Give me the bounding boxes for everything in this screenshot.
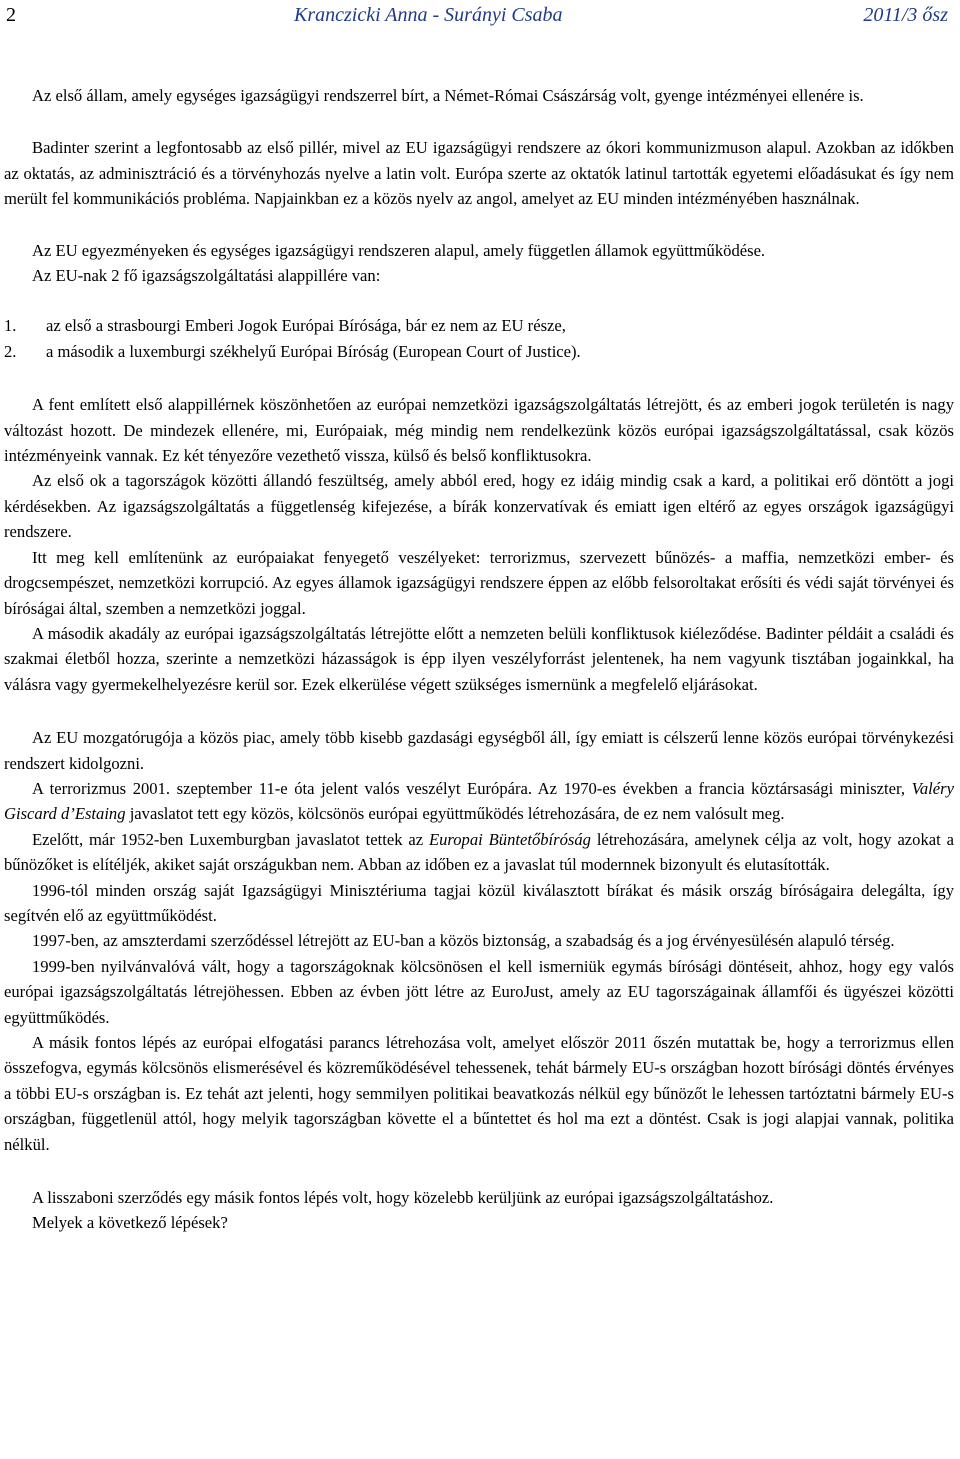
giscard-name: Valéry Giscard d’Estaing: [4, 778, 954, 824]
page-number: 2: [6, 4, 16, 26]
paragraph-10-text: A terrorizmus 2001. szeptember 11-e óta jelent valós veszélyt Európára. Az 1970-es években a francia köztársasági miniszter,: [32, 778, 905, 798]
list-item-text: az első a strasbourgi Emberi Jogok Európai Bírósága, bár ez nem az EU része,: [46, 316, 566, 336]
paragraph-12: 1996-tól minden ország saját Igazságügyi Minisztériuma tagjai közül kiválasztott bírákat és másik ország bíróságaira delegálta, így segítvén elő az együttműködést.: [4, 880, 954, 925]
header-issue: 2011/3 ősz: [863, 4, 948, 26]
paragraph-8: A második akadály az európai igazságszolgáltatás létrejötte előtt a nemzeten belüli konfliktusok kiéleződése. Badinter példáit a családi és szakmai életből hozza, szerinte a nemzetközi házasságok is épp ilyen veszélyforrást jelentenek, ha nem vagyunk tisztában jogainkkal, ha válásra vagy gyermekelhelyezésre kerül sor. Ezek elkerülése végett szükséges ismernünk a megfelelő eljárásokat.: [4, 623, 954, 694]
list-item: [4, 339, 954, 364]
court-name: Europai Büntetőbíróság: [428, 829, 591, 849]
pillar-list: [4, 313, 954, 364]
paragraph-10-rest: javaslatot tett egy közös, kölcsönös európai együttműködés létrehozására, de ez nem valósult meg.: [129, 804, 785, 824]
paragraph-15: A másik fontos lépés az európai elfogatási parancs létrehozása volt, amelyet először 2011 őszén mutattak be, hogy a terrorizmus ellen összefogva, egymás kölcsönös elismerésével és közreműködésével tehessenek, tehát bármely EU-s országban hozott bírósági döntés érvényes a többi EU-s országban is. Ez tehát azt jelenti, hogy semmilyen politikai beavatkozás nélkül egy bűnözőt le lehessen tartóztatni bármely EU-s országban, függetlenül attól, hogy melyik tagországban követte el a bűntettet és hol ma ezt a döntést. Csak is jogi alapjai vannak, politika nélkül.: [4, 1033, 954, 1154]
paragraph-5: A fent említett első alappillérnek köszönhetően az európai nemzetközi igazságszolgáltatás létrejött, és az emberi jogok területén is nagy változást hozott. De mindezek ellenére, mi, Európaiak, még mindig nem rendelkezünk közös európai igazságszolgáltatással, csak közös intézményeink vannak. Ez két tényezőre vezethető vissza, külső és belső konfliktusokra.: [4, 395, 954, 466]
paragraph-7: Itt meg kell említenünk az európaiakat fenyegető veszélyeket: terrorizmus, szervezett bűnözés- a maffia, nemzetközi ember- és drogcsempészet, nemzetközi korrupció. Az egyes államok igazságügyi rendszere éppen az előbb felsoroltakat erősíti és védi saját törvényei és bíróságai által, szemben a nemzetközi joggal.: [4, 547, 954, 618]
paragraph-10: [4, 776, 954, 827]
paragraph-11-text: Ezelőtt, már 1952-ben Luxemburgban javaslatot tettek az: [32, 829, 424, 849]
paragraph-4: Az EU-nak 2 fő igazságszolgáltatási alappillére van:: [32, 266, 381, 286]
paragraph-2: Badinter szerint a legfontosabb az első pillér, mivel az EU igazságügyi rendszere az ókori kommunizmuson alapul. Azokban az időkben az oktatás, az adminisztráció és a törvényhozás nyelve a latin volt. Európa szerte az oktatók latinul tartották egyetemi előadásukat és így nem merült fel kommunikációs probléma. Napjainkban ez a közös nyelv az angol, amelyet az EU minden intézményében használnak.: [4, 138, 954, 209]
paragraph-3: Az EU egyezményeken és egységes igazságügyi rendszeren alapul, amely független államok együttműködése.: [32, 240, 766, 260]
paragraph-11: [4, 827, 954, 878]
paragraph-14: 1999-ben nyilvánvalóvá vált, hogy a tagországoknak kölcsönösen el kell ismerniük egymás bírósági döntéseit, ahhoz, hogy egy valós európai igazságszolgáltatás létrejöhessen. Ebben az évben jött létre az EuroJust, amely az EU tagországainak államfői és ügyészei közötti együttműködés.: [4, 956, 954, 1027]
paragraph-9: Az EU mozgatórugója a közös piac, amely több kisebb gazdasági egységből áll, így emiatt is célszerű lenne közös európai törvénykezési rendszert kidolgozni.: [4, 728, 954, 773]
list-item-text: a második a luxemburgi székhelyű Európai Bíróság (European Court of Justice).: [46, 341, 581, 361]
list-item: [4, 313, 954, 338]
paragraph-11-rest: létrehozására, amelynek célja az volt, hogy azokat a bűnözőket is elítéljék, akiket saját országukban nem. Abban az időben ez a javaslat túl modernnek bizonyult és elutasították.: [4, 829, 954, 875]
header-authors: Kranczicki Anna - Surányi Csaba: [294, 4, 563, 26]
paragraph-17: Melyek a következő lépések?: [32, 1213, 228, 1233]
list-item-number: 2.: [4, 341, 17, 361]
document-body: [4, 30, 954, 1236]
paragraph-16: A lisszaboni szerződés egy másik fontos lépés volt, hogy közelebb kerüljünk az európai igazságszolgáltatáshoz.: [32, 1188, 774, 1208]
list-item-number: 1.: [4, 316, 17, 336]
paragraph-6: Az első ok a tagországok közötti állandó feszültség, amely abból ered, hogy ez idáig mindig csak a kard, a politikai erő döntött a jogi kérdésekben. Az igazságszolgáltatás a függetlenség kifejezése, a bírák konzervatívak és emiatt igen eltérő az egyes országok igazságügyi rendszere.: [4, 471, 954, 542]
paragraph-13: 1997-ben, az amszterdami szerződéssel létrejött az EU-ban a közös biztonság, a szabadság és a jog érvényesülésén alapuló térség.: [32, 931, 895, 951]
paragraph-1: Az első állam, amely egységes igazságügyi rendszerrel bírt, a Német-Római Császárság volt, gyenge intézményei ellenére is.: [32, 86, 864, 105]
page-header: [4, 0, 954, 30]
